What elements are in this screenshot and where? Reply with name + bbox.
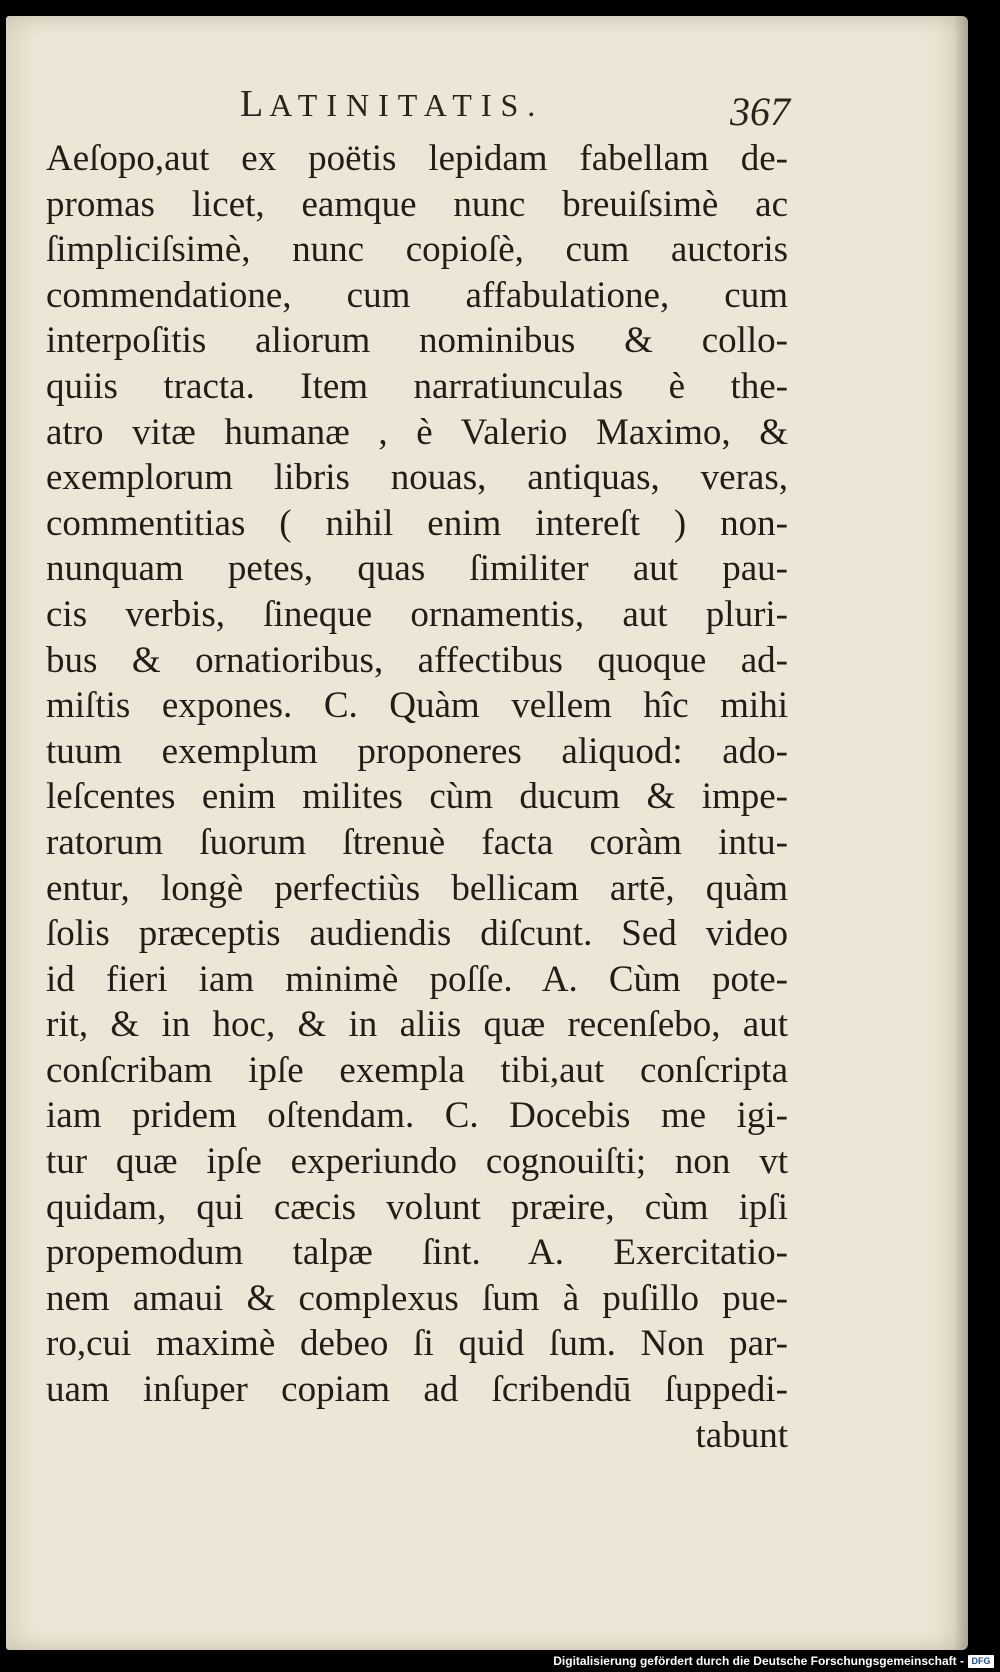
digitization-credit: Digitalisierung gefördert durch die Deutsche Forschungsgemeinschaft -: [553, 1654, 964, 1668]
text-line: interpoſitis aliorum nominibus & collo-: [46, 320, 788, 362]
page-edge-shadow: [954, 16, 968, 1650]
text-line: conſcribam ipſe exempla tibi,aut conſcripta: [46, 1049, 788, 1091]
catchword: tabunt: [695, 1414, 788, 1456]
text-line: atro vitæ humanæ , è Valerio Maximo, &: [46, 411, 788, 453]
text-line: bus & ornatioribus, affectibus quoque ad-: [46, 639, 788, 681]
text-line: promas licet, eamque nunc breuiſsimè ac: [46, 183, 788, 225]
text-line: Aeſopo,aut ex poëtis lepidam fabellam de-: [46, 138, 788, 179]
running-head-text: ATINITATIS.: [269, 87, 545, 123]
text-line: tur quæ ipſe experiundo cognouiſti; non vt: [46, 1141, 788, 1183]
text-line: propemodum talpæ ſint. A. Exercitatio-: [46, 1232, 788, 1274]
running-head: [240, 82, 544, 126]
running-head-initial: L: [240, 83, 270, 125]
text-line: ratorum ſuorum ſtrenuè facta coràm intu-: [46, 821, 788, 863]
text-line: miſtis expones. C. Quàm vellem hîc mihi: [46, 685, 788, 727]
text-line: ſolis præceptis audiendis diſcunt. Sed video: [46, 913, 788, 955]
text-line: quiis tracta. Item narratiunculas è the-: [46, 365, 788, 407]
body-text: [46, 136, 788, 1458]
dfg-logo: DFG: [968, 1655, 994, 1668]
text-line: cis verbis, ſineque ornamentis, aut pluri-: [46, 593, 788, 635]
text-line: exemplorum libris nouas, antiquas, veras,: [46, 457, 788, 499]
text-line: rit, & in hoc, & in aliis quæ recenſebo, aut: [46, 1004, 788, 1046]
text-line: leſcentes enim milites cùm ducum & impe-: [46, 776, 788, 818]
text-line: nem amaui & complexus ſum à puſillo pue-: [46, 1277, 788, 1319]
text-line: tuum exemplum proponeres aliquod: ado-: [46, 730, 788, 772]
text-line: entur, longè perfectiùs bellicam artē, quàm: [46, 867, 788, 909]
text-line: commentitias ( nihil enim intereſt ) non-: [46, 502, 788, 544]
text-line: iam pridem oſtendam. C. Docebis me igi-: [46, 1095, 788, 1137]
text-line: commendatione, cum affabulatione, cum: [46, 274, 788, 316]
text-line: uam inſuper copiam ad ſcribendū ſuppedi-: [46, 1369, 788, 1411]
text-line: nunquam petes, quas ſimiliter aut pau-: [46, 548, 788, 590]
text-line: quidam, qui cæcis volunt præire, cùm ipſi: [46, 1186, 788, 1228]
text-line: ro,cui maximè debeo ſi quid ſum. Non par-: [46, 1323, 788, 1365]
text-line: ſimpliciſsimè, nunc copioſè, cum auctoris: [46, 229, 788, 271]
page-number: 367: [730, 89, 790, 134]
text-line: id fieri iam minimè poſſe. A. Cùm pote-: [46, 958, 788, 1000]
